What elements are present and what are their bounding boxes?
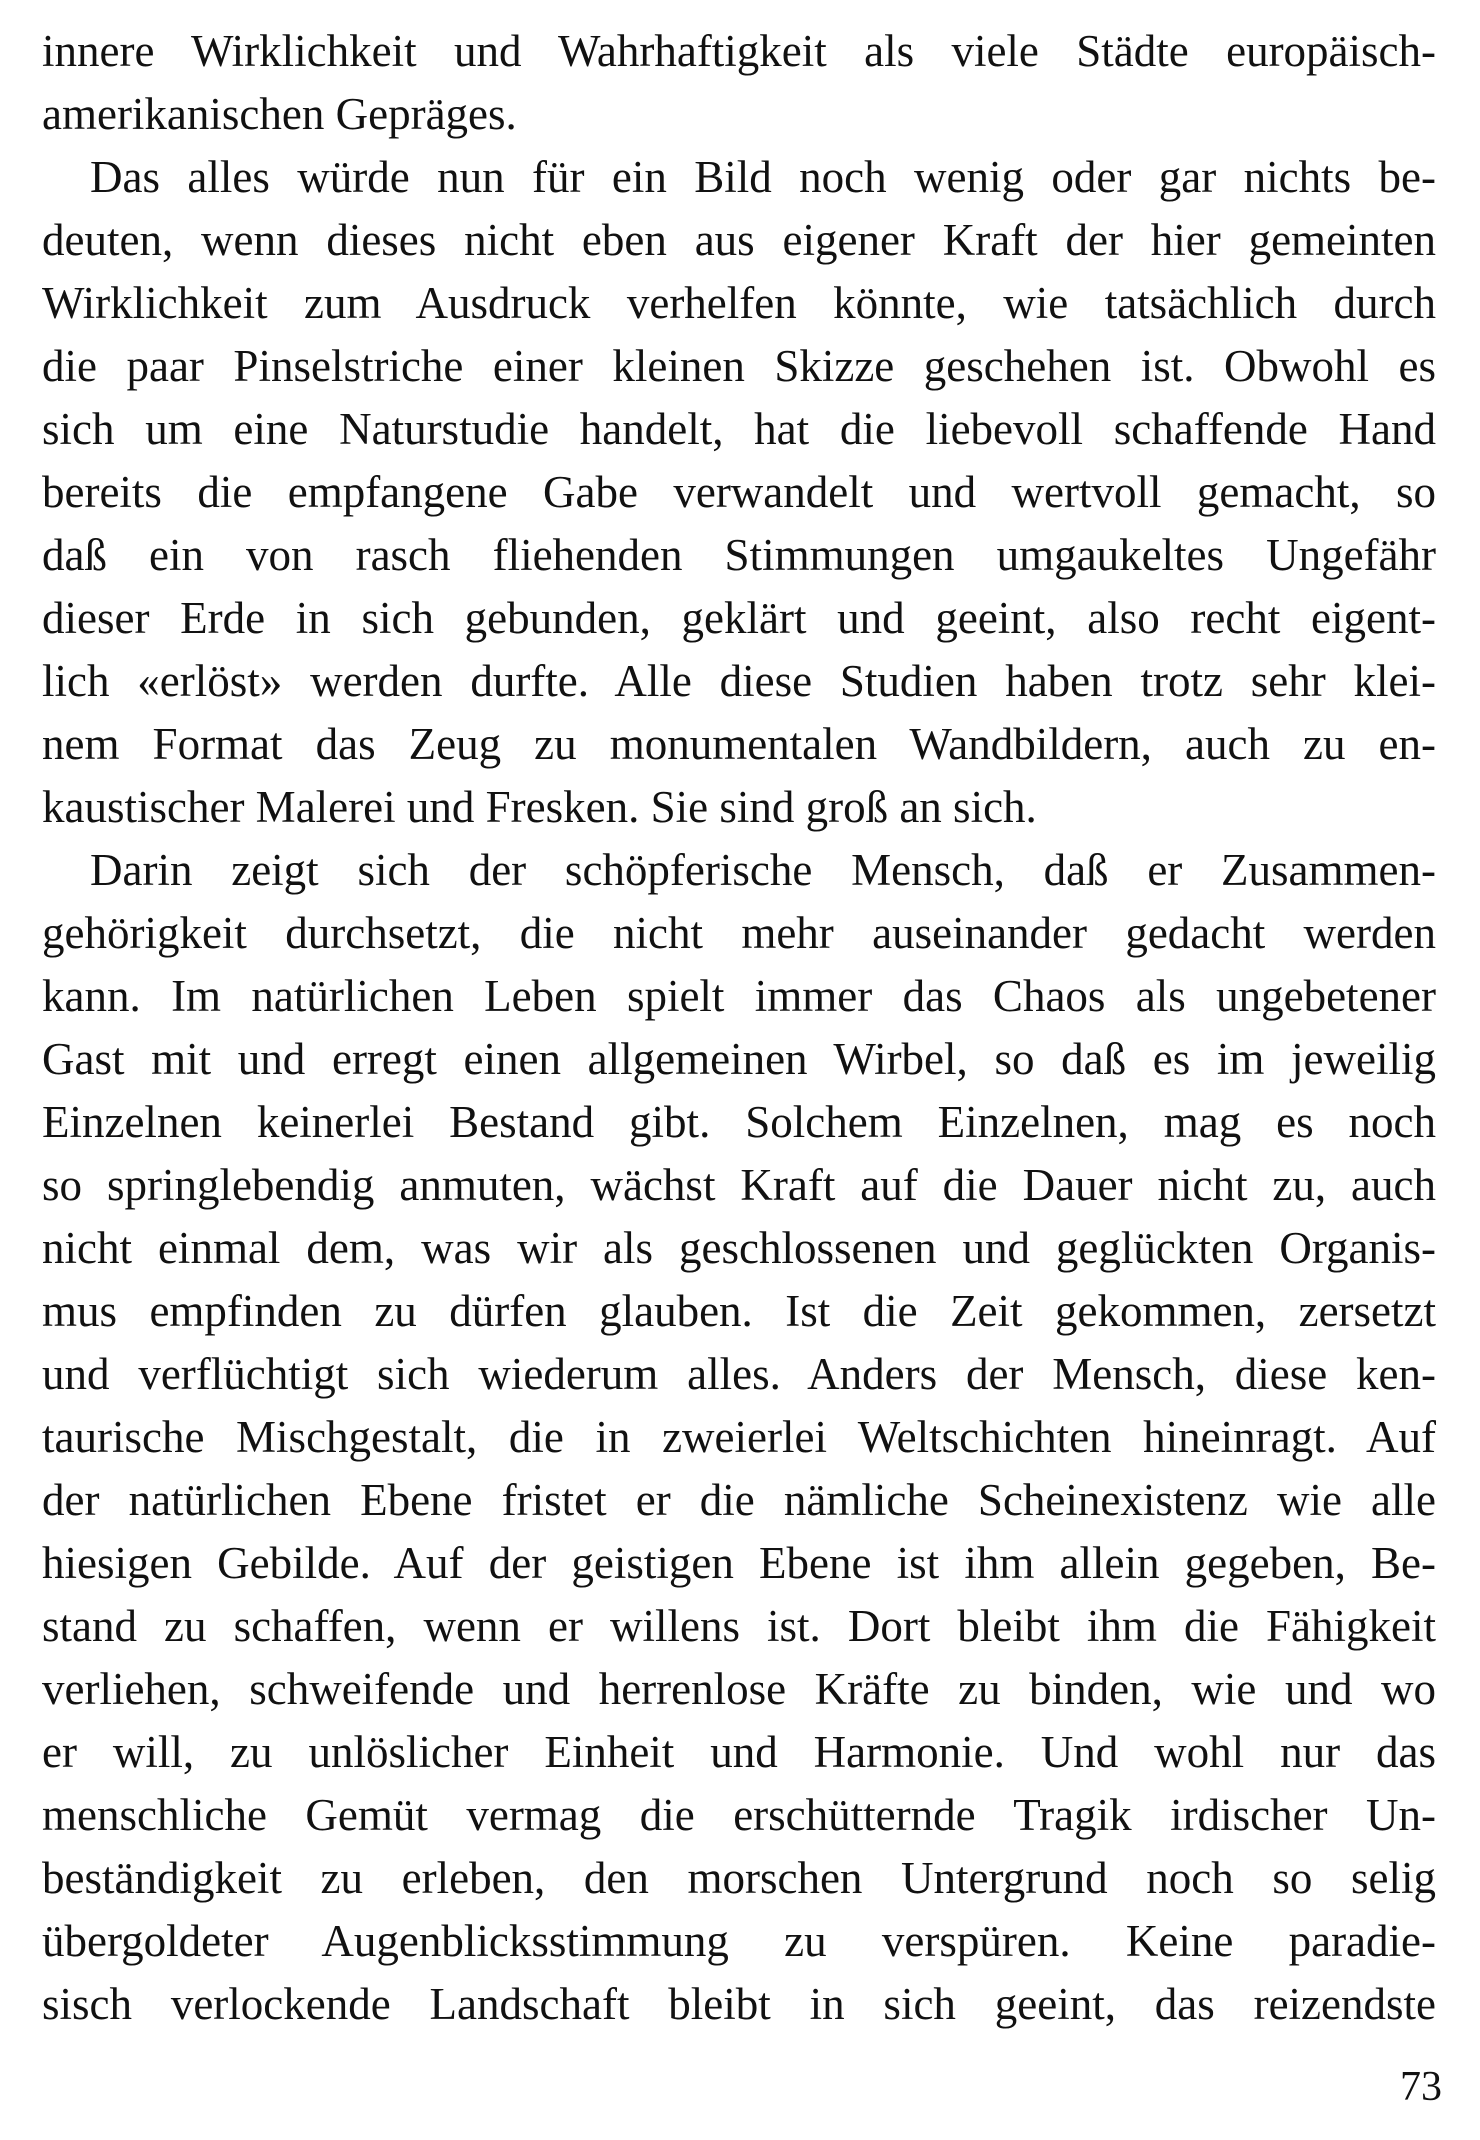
text-line: so springlebendig anmuten, wächst Kraft auf die Dauer nicht zu, auch — [42, 1160, 1436, 1210]
body-text — [42, 20, 1436, 2036]
paragraph — [42, 146, 1436, 839]
text-line: sich um eine Naturstudie handelt, hat die liebevoll schaffende Hand — [42, 404, 1436, 454]
text-line: amerikanischen Gepräges. — [42, 89, 517, 139]
text-line: mus empfinden zu dürfen glauben. Ist die Zeit gekommen, zersetzt — [42, 1286, 1436, 1336]
text-line: lich «erlöst» werden durfte. Alle diese Studien haben trotz sehr klei- — [42, 656, 1436, 706]
text-line: gehörigkeit durchsetzt, die nicht mehr auseinander gedacht werden — [42, 908, 1436, 958]
paragraph — [42, 20, 1436, 146]
text-line: Einzelnen keinerlei Bestand gibt. Solchem Einzelnen, mag es noch — [42, 1097, 1436, 1147]
text-line: kann. Im natürlichen Leben spielt immer das Chaos als ungebetener — [42, 971, 1436, 1021]
text-line: Das alles würde nun für ein Bild noch wenig oder gar nichts be- — [90, 152, 1436, 202]
text-line: bereits die empfangene Gabe verwandelt und wertvoll gemacht, so — [42, 467, 1436, 517]
text-line: menschliche Gemüt vermag die erschütternde Tragik irdischer Un- — [42, 1790, 1436, 1840]
paragraph — [42, 839, 1436, 2036]
text-line: dieser Erde in sich gebunden, geklärt und geeint, also recht eigent- — [42, 593, 1436, 643]
text-line: übergoldeter Augenblicksstimmung zu verspüren. Keine paradie- — [42, 1916, 1436, 1966]
text-line: und verflüchtigt sich wiederum alles. Anders der Mensch, diese ken- — [42, 1349, 1436, 1399]
text-line: Darin zeigt sich der schöpferische Mensch, daß er Zusammen- — [90, 845, 1436, 895]
text-line: er will, zu unlöslicher Einheit und Harmonie. Und wohl nur das — [42, 1727, 1436, 1777]
text-line: stand zu schaffen, wenn er willens ist. Dort bleibt ihm die Fähigkeit — [42, 1601, 1436, 1651]
text-line: deuten, wenn dieses nicht eben aus eigener Kraft der hier gemeinten — [42, 215, 1436, 265]
text-line: verliehen, schweifende und herrenlose Kräfte zu binden, wie und wo — [42, 1664, 1436, 1714]
text-line: nicht einmal dem, was wir als geschlossenen und geglückten Organis- — [42, 1223, 1436, 1273]
text-line: die paar Pinselstriche einer kleinen Skizze geschehen ist. Obwohl es — [42, 341, 1436, 391]
text-line: Wirklichkeit zum Ausdruck verhelfen könnte, wie tatsächlich durch — [42, 278, 1436, 328]
text-line: beständigkeit zu erleben, den morschen Untergrund noch so selig — [42, 1853, 1436, 1903]
text-line: kaustischer Malerei und Fresken. Sie sind groß an sich. — [42, 782, 1037, 832]
text-line: nem Format das Zeug zu monumentalen Wandbildern, auch zu en- — [42, 719, 1436, 769]
text-line: innere Wirklichkeit und Wahrhaftigkeit als viele Städte europäisch- — [42, 26, 1436, 76]
text-line: hiesigen Gebilde. Auf der geistigen Ebene ist ihm allein gegeben, Be- — [42, 1538, 1436, 1588]
page-number: 73 — [1400, 2064, 1442, 2110]
text-line: Gast mit und erregt einen allgemeinen Wirbel, so daß es im jeweilig — [42, 1034, 1436, 1084]
text-line: daß ein von rasch fliehenden Stimmungen umgaukeltes Ungefähr — [42, 530, 1436, 580]
text-line: der natürlichen Ebene fristet er die nämliche Scheinexistenz wie alle — [42, 1475, 1436, 1525]
text-line: sisch verlockende Landschaft bleibt in sich geeint, das reizendste — [42, 1979, 1436, 2029]
text-line: taurische Mischgestalt, die in zweierlei Weltschichten hineinragt. Auf — [42, 1412, 1436, 1462]
